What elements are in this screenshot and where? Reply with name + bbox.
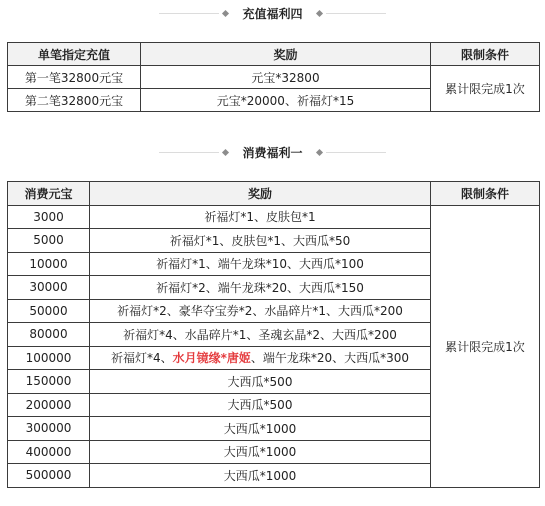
amount-cell: 300000 [8,417,90,441]
condition-cell: 第一笔32800元宝 [8,66,141,89]
amount-cell: 80000 [8,323,90,347]
table-header-row [8,43,540,66]
reward-cell [90,346,431,370]
consume-reward-table [7,181,540,488]
reward-cell: 祈福灯*2、豪华夺宝券*2、水晶碎片*1、大西瓜*200 [90,299,431,323]
amount-cell: 30000 [8,276,90,300]
reward-text-post: 、端午龙珠*20、大西瓜*300 [250,351,410,366]
reward-cell: 元宝*20000、祈福灯*15 [141,89,431,112]
amount-cell: 10000 [8,252,90,276]
section-title-text: 充值福利四 [242,6,303,21]
diamond-icon [315,148,322,155]
reward-text-pre: 祈福灯*4、 [110,351,173,366]
amount-cell: 50000 [8,299,90,323]
reward-cell: 大西瓜*1000 [90,440,431,464]
amount-cell: 100000 [8,346,90,370]
title-divider-right [313,150,386,155]
section-title-text: 消费福利一 [242,145,303,160]
amount-cell: 3000 [8,205,90,229]
table-row [8,205,540,229]
amount-cell: 5000 [8,229,90,253]
reward-cell: 大西瓜*1000 [90,417,431,441]
diamond-icon [222,9,229,16]
reward-cell: 祈福灯*4、水晶碎片*1、圣魂玄晶*2、大西瓜*200 [90,323,431,347]
header-amount: 消费元宝 [8,182,90,206]
diamond-icon [222,148,229,155]
header-reward: 奖励 [141,43,431,66]
amount-cell: 200000 [8,393,90,417]
reward-cell: 祈福灯*1、端午龙珠*10、大西瓜*100 [90,252,431,276]
reward-cell: 元宝*32800 [141,66,431,89]
reward-cell: 大西瓜*500 [90,393,431,417]
diamond-icon [315,9,322,16]
reward-cell: 大西瓜*500 [90,370,431,394]
amount-cell: 400000 [8,440,90,464]
reward-cell: 祈福灯*1、皮肤包*1 [90,205,431,229]
header-reward: 奖励 [90,182,431,206]
header-condition: 单笔指定充值 [8,43,141,66]
table-header-row [8,182,540,206]
title-divider-left [159,150,232,155]
header-limit: 限制条件 [431,43,540,66]
reward-cell: 祈福灯*1、皮肤包*1、大西瓜*50 [90,229,431,253]
amount-cell: 150000 [8,370,90,394]
limit-cell: 累计限完成1次 [431,66,540,112]
recharge-reward-table [7,42,540,112]
reward-cell: 大西瓜*1000 [90,464,431,488]
header-limit: 限制条件 [431,182,540,206]
amount-cell: 500000 [8,464,90,488]
section-title-recharge [0,3,545,23]
reward-highlight: 水月镜缘*唐姬 [172,351,251,366]
title-divider-left [159,11,232,16]
limit-cell: 累计限完成1次 [431,205,540,487]
reward-cell: 祈福灯*2、端午龙珠*20、大西瓜*150 [90,276,431,300]
title-divider-right [313,11,386,16]
section-title-consume [0,142,545,162]
condition-cell: 第二笔32800元宝 [8,89,141,112]
table-row [8,66,540,89]
